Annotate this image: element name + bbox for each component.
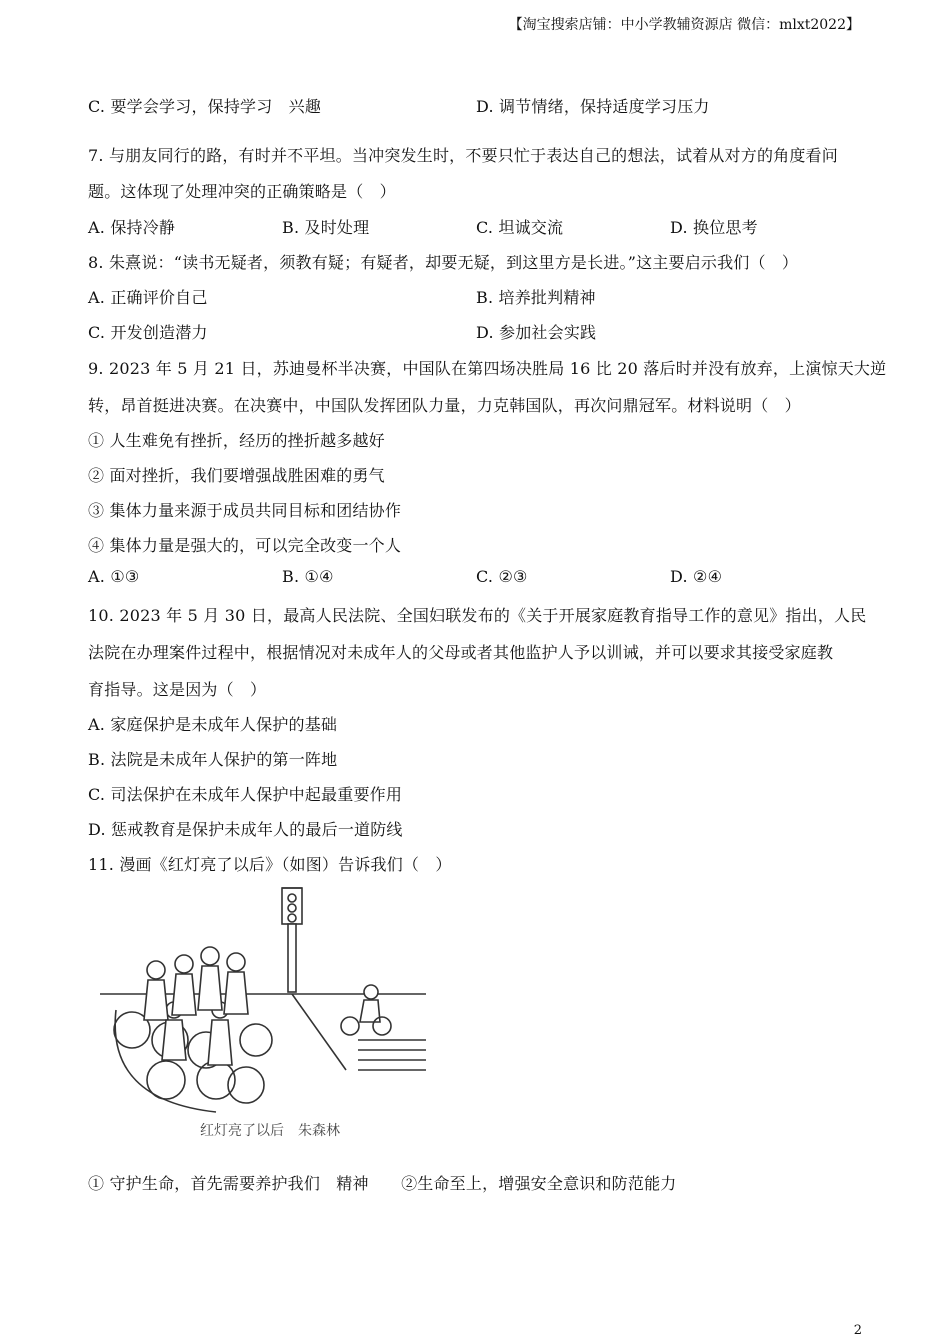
q8-option-b: B. 培养批判精神 [476, 288, 596, 307]
q8-option-c: C. 开发创造潜力 [88, 323, 208, 342]
q9-option-b: B. ①④ [282, 567, 334, 586]
q11-statements-1-2: ① 守护生命，首先需要养护我们 精神 ②生命至上，增强安全意识和防范能力 [88, 1174, 677, 1193]
q9-statement-2: ② 面对挫折，我们要增强战胜困难的勇气 [88, 466, 385, 485]
q7-stem-line1: 7. 与朋友同行的路，有时并不平坦。当冲突发生时，不要只忙于表达自己的想法，试着从对方的角度看问 [88, 146, 838, 165]
q7-option-a: A. 保持冷静 [88, 218, 176, 237]
q9-stem-line2: 转，昂首挺进决赛。在决赛中，中国队发挥团队力量，力克韩国队，再次问鼎冠军。材料说明（ ） [88, 396, 801, 415]
q9-stem-line1: 9. 2023 年 5 月 21 日，苏迪曼杯半决赛，中国队在第四场决胜局 16 比 20 落后时并没有放弃，上演惊天大逆 [88, 359, 887, 378]
q10-option-c: C. 司法保护在未成年人保护中起最重要作用 [88, 785, 403, 804]
q11-stem: 11. 漫画《红灯亮了以后》（如图）告诉我们（ ） [88, 855, 452, 874]
q10-stem-line1: 10. 2023 年 5 月 30 日，最高人民法院、全国妇联发布的《关于开展家庭教育指导工作的意见》指出，人民 [88, 606, 867, 625]
q10-option-b: B. 法院是未成年人保护的第一阵地 [88, 750, 338, 769]
q6-option-c: C. 要学会学习，保持学习 兴趣 [88, 97, 322, 116]
page-number: 2 [853, 1323, 862, 1338]
q8-option-a: A. 正确评价自己 [88, 288, 208, 307]
q7-option-d: D. 换位思考 [670, 218, 758, 237]
q10-stem-line3: 育指导。这是因为（ ） [88, 680, 267, 699]
q7-option-c: C. 坦诚交流 [476, 218, 564, 237]
q8-option-d: D. 参加社会实践 [476, 323, 597, 342]
q9-option-c: C. ②③ [476, 567, 528, 586]
q7-stem-line2: 题。这体现了处理冲突的正确策略是（ ） [88, 182, 396, 201]
q10-stem-line2: 法院在办理案件过程中，根据情况对未成年人的父母或者其他监护人予以训诫，并可以要求其接受家庭教 [88, 643, 834, 662]
cartoon-red-light-illustration [96, 880, 436, 1150]
q6-option-d: D. 调节情绪，保持适度学习压力 [476, 97, 710, 116]
q9-option-d: D. ②④ [670, 567, 723, 586]
q10-option-d: D. 惩戒教育是保护未成年人的最后一道防线 [88, 820, 403, 839]
cartoon-caption: 红灯亮了以后 朱森林 [200, 1123, 340, 1139]
q8-stem: 8. 朱熹说：“读书无疑者，须教有疑；有疑者，却要无疑，到这里方是长进。”这主要启示我们（ ） [88, 253, 799, 272]
q9-statement-3: ③ 集体力量来源于成员共同目标和团结协作 [88, 501, 402, 520]
q7-option-b: B. 及时处理 [282, 218, 370, 237]
page-header: 【淘宝搜索店铺：中小学教辅资源店 微信：mlxt2022】 [508, 17, 860, 33]
q9-option-a: A. ①③ [88, 567, 140, 586]
q9-statement-1: ① 人生难免有挫折，经历的挫折越多越好 [88, 431, 385, 450]
q9-statement-4: ④ 集体力量是强大的，可以完全改变一个人 [88, 536, 402, 555]
q10-option-a: A. 家庭保护是未成年人保护的基础 [88, 715, 338, 734]
